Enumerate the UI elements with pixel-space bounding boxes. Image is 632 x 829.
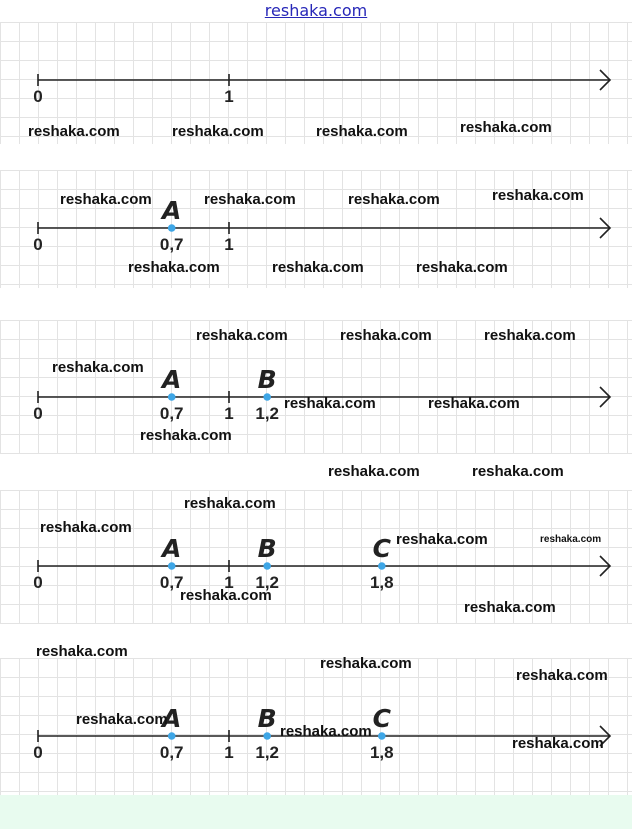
watermark: reshaka.com — [284, 395, 376, 412]
number-line-4 — [0, 528, 632, 608]
point-label: B — [257, 534, 277, 563]
point-marker — [168, 224, 176, 232]
watermark: reshaka.com — [428, 395, 520, 412]
watermark: reshaka.com — [196, 327, 288, 344]
watermark: reshaka.com — [316, 123, 408, 140]
watermark: reshaka.com — [40, 519, 132, 536]
tick-label: 1 — [224, 573, 234, 592]
point-marker — [378, 732, 386, 740]
watermark: reshaka.com — [460, 119, 552, 136]
watermark: reshaka.com — [280, 723, 372, 740]
watermark: reshaka.com — [396, 531, 488, 548]
watermark: reshaka.com — [172, 123, 264, 140]
watermark: reshaka.com — [516, 667, 608, 684]
tick-label: 0 — [33, 87, 43, 106]
point-label: C — [372, 704, 391, 733]
watermark: reshaka.com — [320, 655, 412, 672]
point-label: A — [162, 196, 182, 225]
watermark: reshaka.com — [272, 259, 364, 276]
watermark: reshaka.com — [512, 735, 604, 752]
watermark: reshaka.com — [28, 123, 120, 140]
watermark: reshaka.com — [140, 427, 232, 444]
watermark: reshaka.com — [348, 191, 440, 208]
tick-label: 1 — [224, 235, 234, 254]
point-label: A — [162, 365, 182, 394]
watermark: reshaka.com — [180, 587, 272, 604]
watermark: reshaka.com — [540, 534, 602, 545]
tick-label: 1,8 — [369, 743, 394, 762]
watermark: reshaka.com — [484, 327, 576, 344]
watermark: reshaka.com — [52, 359, 144, 376]
point-marker — [263, 732, 271, 740]
panel-gap — [0, 144, 632, 170]
panel-gap — [0, 288, 632, 320]
number-line-1 — [0, 52, 632, 112]
tick-label: 0,7 — [159, 404, 184, 423]
point-label: B — [257, 704, 277, 733]
site-link[interactable]: reshaka.com — [0, 0, 632, 22]
point-marker — [168, 562, 176, 570]
watermark: reshaka.com — [340, 327, 432, 344]
tick-label: 1,2 — [255, 743, 280, 762]
tick-label: 0 — [33, 573, 43, 592]
tick-label: 0,7 — [159, 235, 184, 254]
tick-label: 0,7 — [159, 743, 184, 762]
point-marker — [378, 562, 386, 570]
watermark: reshaka.com — [416, 259, 508, 276]
bottom-band — [0, 795, 632, 829]
tick-label: 0,7 — [159, 573, 184, 592]
watermark: reshaka.com — [204, 191, 296, 208]
tick-label: 0 — [33, 235, 43, 254]
tick-label: 1 — [224, 87, 234, 106]
point-label: C — [372, 534, 391, 563]
watermark: reshaka.com — [472, 463, 564, 480]
tick-label: 1,2 — [255, 573, 280, 592]
point-label: B — [257, 365, 277, 394]
point-marker — [168, 732, 176, 740]
point-marker — [168, 393, 176, 401]
tick-label: 0 — [33, 743, 43, 762]
watermark: reshaka.com — [464, 599, 556, 616]
point-marker — [263, 562, 271, 570]
watermark: reshaka.com — [60, 191, 152, 208]
watermark: reshaka.com — [128, 259, 220, 276]
tick-label: 1 — [224, 404, 234, 423]
point-label: A — [162, 704, 182, 733]
tick-label: 1,2 — [255, 404, 280, 423]
watermark: reshaka.com — [36, 643, 128, 660]
watermark: reshaka.com — [76, 711, 168, 728]
tick-label: 1,8 — [369, 573, 394, 592]
watermark: reshaka.com — [184, 495, 276, 512]
watermark: reshaka.com — [328, 463, 420, 480]
point-marker — [263, 393, 271, 401]
tick-label: 0 — [33, 404, 43, 423]
tick-label: 1 — [224, 743, 234, 762]
watermark: reshaka.com — [492, 187, 584, 204]
point-label: A — [162, 534, 182, 563]
